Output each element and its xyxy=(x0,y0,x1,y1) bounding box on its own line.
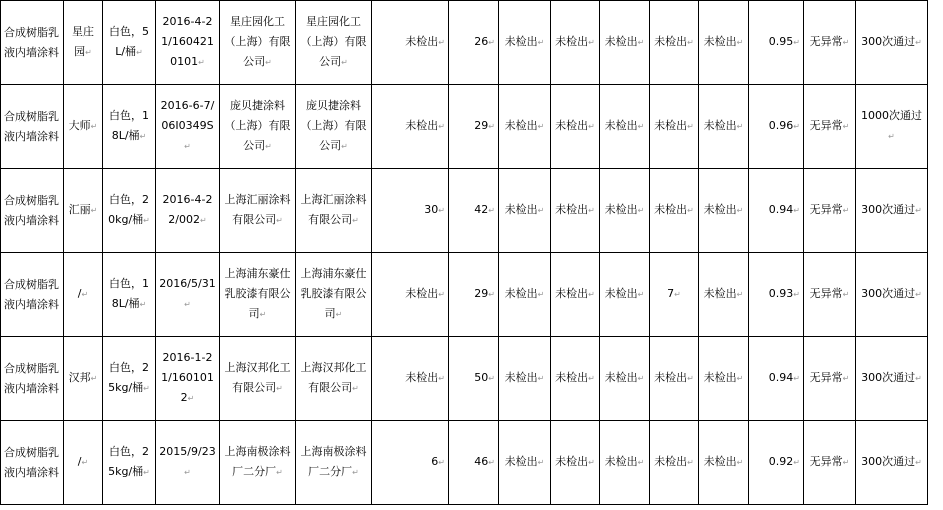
result-cell xyxy=(372,421,449,505)
paragraph-mark-icon: ↵ xyxy=(637,374,645,383)
paragraph-mark-icon: ↵ xyxy=(438,458,445,467)
cell-text: 2016-4-21/1604210101 xyxy=(161,15,214,68)
cell-text: 0.92 xyxy=(768,455,794,468)
paragraph-mark-icon: ↵ xyxy=(438,122,445,131)
cell-text: 未检出 xyxy=(555,119,589,132)
product-name-cell xyxy=(1,169,64,253)
cell-text: 未检出 xyxy=(604,35,638,48)
cell-text: 未检出 xyxy=(654,203,688,216)
table-row xyxy=(1,337,928,421)
paragraph-mark-icon: ↵ xyxy=(488,38,495,47)
paragraph-mark-icon: ↵ xyxy=(488,458,495,467)
cell-text: 上海汉邦化工有限公司 xyxy=(300,361,367,394)
result-cell xyxy=(749,169,804,253)
result-cell xyxy=(856,421,928,505)
cell-text: 无异常 xyxy=(809,371,843,384)
paragraph-mark-icon: ↵ xyxy=(85,48,92,57)
paragraph-mark-icon: ↵ xyxy=(842,290,850,299)
result-cell xyxy=(650,253,699,337)
result-cell xyxy=(551,421,600,505)
paragraph-mark-icon: ↵ xyxy=(687,38,694,47)
brand-cell xyxy=(64,253,103,337)
cell-text: 2016-6-7/06I0349S xyxy=(160,99,215,132)
paragraph-mark-icon: ↵ xyxy=(276,216,283,225)
result-cell xyxy=(499,337,551,421)
paragraph-mark-icon: ↵ xyxy=(341,58,348,67)
cell-text: 未检出 xyxy=(654,455,688,468)
cell-text: 7 xyxy=(667,287,675,300)
result-cell xyxy=(804,85,856,169)
result-cell xyxy=(804,421,856,505)
cell-text: 大师 xyxy=(68,119,91,132)
cell-text: 300次通过 xyxy=(861,35,916,48)
result-cell xyxy=(650,85,699,169)
paragraph-mark-icon: ↵ xyxy=(674,290,681,299)
paragraph-mark-icon: ↵ xyxy=(438,206,445,215)
cell-text: 上海浦东豪仕乳胶漆有限公司 xyxy=(300,267,367,320)
paragraph-mark-icon: ↵ xyxy=(637,290,645,299)
brand-cell xyxy=(64,337,103,421)
manufacturer-cell xyxy=(220,169,296,253)
result-cell xyxy=(600,85,650,169)
manufacturer-cell xyxy=(220,1,296,85)
seller-cell xyxy=(296,169,372,253)
result-cell xyxy=(856,1,928,85)
result-cell xyxy=(749,337,804,421)
paragraph-mark-icon: ↵ xyxy=(335,310,343,319)
paragraph-mark-icon: ↵ xyxy=(915,374,922,383)
paragraph-mark-icon: ↵ xyxy=(588,122,595,131)
cell-text: 未检出 xyxy=(555,455,589,468)
result-cell xyxy=(600,169,650,253)
spec-cell xyxy=(103,1,156,85)
result-cell xyxy=(372,337,449,421)
cell-text: 0.94 xyxy=(768,203,794,216)
paragraph-mark-icon: ↵ xyxy=(915,38,922,47)
manufacturer-cell xyxy=(220,253,296,337)
batch-cell xyxy=(156,337,220,421)
batch-cell xyxy=(156,253,220,337)
paragraph-mark-icon: ↵ xyxy=(136,48,143,57)
paragraph-mark-icon: ↵ xyxy=(200,216,207,225)
manufacturer-cell xyxy=(220,421,296,505)
cell-text: 50 xyxy=(474,371,489,384)
cell-text: 未检出 xyxy=(555,371,589,384)
paragraph-mark-icon: ↵ xyxy=(488,374,495,383)
paragraph-mark-icon: ↵ xyxy=(81,290,89,299)
result-cell xyxy=(856,253,928,337)
cell-text: 300次通过 xyxy=(861,371,916,384)
cell-text: 未检出 xyxy=(504,119,538,132)
result-cell xyxy=(699,421,749,505)
paragraph-mark-icon: ↵ xyxy=(842,458,850,467)
paragraph-mark-icon: ↵ xyxy=(143,468,150,477)
paragraph-mark-icon: ↵ xyxy=(143,216,150,225)
paragraph-mark-icon: ↵ xyxy=(139,300,147,309)
brand-cell xyxy=(64,169,103,253)
result-cell xyxy=(372,85,449,169)
cell-text: 未检出 xyxy=(504,35,538,48)
cell-text: 0.95 xyxy=(768,35,794,48)
cell-text: 合成树脂乳液内墙涂料 xyxy=(4,193,59,227)
paragraph-mark-icon: ↵ xyxy=(537,290,545,299)
cell-text: 白色，20kg/桶 xyxy=(108,193,149,226)
result-cell xyxy=(699,169,749,253)
paragraph-mark-icon: ↵ xyxy=(352,216,359,225)
result-cell xyxy=(804,169,856,253)
cell-text: 汉邦 xyxy=(68,371,91,384)
cell-text: 30 xyxy=(424,203,439,216)
result-cell xyxy=(551,1,600,85)
cell-text: 上海南极涂料厂二分厂 xyxy=(224,445,291,478)
result-cell xyxy=(449,169,499,253)
paragraph-mark-icon: ↵ xyxy=(736,38,744,47)
paragraph-mark-icon: ↵ xyxy=(588,290,595,299)
paragraph-mark-icon: ↵ xyxy=(842,38,850,47)
paragraph-mark-icon: ↵ xyxy=(637,458,645,467)
result-cell xyxy=(699,253,749,337)
paragraph-mark-icon: ↵ xyxy=(588,206,595,215)
batch-cell xyxy=(156,421,220,505)
paragraph-mark-icon: ↵ xyxy=(90,206,98,215)
result-cell xyxy=(600,253,650,337)
result-cell xyxy=(551,85,600,169)
paragraph-mark-icon: ↵ xyxy=(90,374,98,383)
result-cell xyxy=(499,253,551,337)
product-name-cell xyxy=(1,421,64,505)
result-cell xyxy=(449,421,499,505)
paragraph-mark-icon: ↵ xyxy=(352,384,359,393)
paragraph-mark-icon: ↵ xyxy=(276,384,283,393)
paragraph-mark-icon: ↵ xyxy=(637,122,645,131)
result-cell xyxy=(856,85,928,169)
table-row xyxy=(1,253,928,337)
result-cell xyxy=(499,169,551,253)
result-cell xyxy=(650,1,699,85)
result-cell xyxy=(449,1,499,85)
result-cell xyxy=(499,421,551,505)
cell-text: 29 xyxy=(474,287,489,300)
cell-text: 6 xyxy=(431,455,439,468)
cell-text: 未检出 xyxy=(703,371,737,384)
cell-text: 未检出 xyxy=(504,455,538,468)
table-row xyxy=(1,85,928,169)
cell-text: 无异常 xyxy=(809,203,843,216)
result-cell xyxy=(749,85,804,169)
paragraph-mark-icon: ↵ xyxy=(438,290,445,299)
result-cell xyxy=(499,85,551,169)
result-cell xyxy=(856,337,928,421)
cell-text: 未检出 xyxy=(504,203,538,216)
result-cell xyxy=(699,85,749,169)
result-cell xyxy=(804,337,856,421)
cell-text: 上海南极涂料厂二分厂 xyxy=(300,445,367,478)
cell-text: 2015/9/23 xyxy=(159,445,216,458)
cell-text: 未检出 xyxy=(555,203,589,216)
result-cell xyxy=(699,337,749,421)
paragraph-mark-icon: ↵ xyxy=(793,206,800,215)
paragraph-mark-icon: ↵ xyxy=(143,384,150,393)
paragraph-mark-icon: ↵ xyxy=(184,468,191,477)
paragraph-mark-icon: ↵ xyxy=(139,132,147,141)
paragraph-mark-icon: ↵ xyxy=(793,38,800,47)
cell-text: 无异常 xyxy=(809,35,843,48)
paragraph-mark-icon: ↵ xyxy=(276,468,283,477)
spec-cell xyxy=(103,337,156,421)
cell-text: 未检出 xyxy=(405,287,439,300)
cell-text: 300次通过 xyxy=(861,455,916,468)
result-cell xyxy=(551,169,600,253)
cell-text: 未检出 xyxy=(405,371,439,384)
paragraph-mark-icon: ↵ xyxy=(915,206,922,215)
cell-text: / xyxy=(77,455,82,468)
cell-text: 0.94 xyxy=(768,371,794,384)
cell-text: 0.96 xyxy=(768,119,794,132)
cell-text: 未检出 xyxy=(555,287,589,300)
seller-cell xyxy=(296,337,372,421)
paragraph-mark-icon: ↵ xyxy=(793,290,800,299)
paragraph-mark-icon: ↵ xyxy=(793,458,800,467)
cell-text: 未检出 xyxy=(703,203,737,216)
product-name-cell xyxy=(1,337,64,421)
cell-text: 2016-1-21/1601012 xyxy=(161,351,214,404)
paragraph-mark-icon: ↵ xyxy=(90,122,98,131)
paragraph-mark-icon: ↵ xyxy=(687,122,694,131)
paragraph-mark-icon: ↵ xyxy=(842,374,850,383)
cell-text: 未检出 xyxy=(504,371,538,384)
cell-text: 未检出 xyxy=(703,119,737,132)
manufacturer-cell xyxy=(220,85,296,169)
cell-text: / xyxy=(77,287,82,300)
result-cell xyxy=(600,421,650,505)
result-cell xyxy=(749,421,804,505)
result-cell xyxy=(699,1,749,85)
paragraph-mark-icon: ↵ xyxy=(537,206,545,215)
cell-text: 白色，25kg/桶 xyxy=(108,445,149,478)
result-cell xyxy=(449,337,499,421)
paragraph-mark-icon: ↵ xyxy=(588,458,595,467)
paragraph-mark-icon: ↵ xyxy=(488,122,495,131)
paragraph-mark-icon: ↵ xyxy=(341,142,348,151)
result-cell xyxy=(551,337,600,421)
cell-text: 上海浦东豪仕乳胶漆有限公司 xyxy=(224,267,291,320)
cell-text: 上海汇丽涂料有限公司 xyxy=(224,193,291,226)
manufacturer-cell xyxy=(220,337,296,421)
paragraph-mark-icon: ↵ xyxy=(687,374,694,383)
seller-cell xyxy=(296,253,372,337)
paragraph-mark-icon: ↵ xyxy=(352,468,359,477)
paragraph-mark-icon: ↵ xyxy=(438,374,445,383)
paragraph-mark-icon: ↵ xyxy=(637,206,645,215)
result-cell xyxy=(449,253,499,337)
result-cell xyxy=(650,337,699,421)
result-cell xyxy=(650,421,699,505)
cell-text: 合成树脂乳液内墙涂料 xyxy=(4,25,59,59)
spec-cell xyxy=(103,169,156,253)
seller-cell xyxy=(296,85,372,169)
paragraph-mark-icon: ↵ xyxy=(915,458,922,467)
paragraph-mark-icon: ↵ xyxy=(198,58,205,67)
cell-text: 未检出 xyxy=(405,119,439,132)
paragraph-mark-icon: ↵ xyxy=(265,142,272,151)
paragraph-mark-icon: ↵ xyxy=(736,206,744,215)
cell-text: 未检出 xyxy=(604,455,638,468)
paragraph-mark-icon: ↵ xyxy=(537,38,545,47)
result-cell xyxy=(749,1,804,85)
brand-cell xyxy=(64,421,103,505)
seller-cell xyxy=(296,421,372,505)
cell-text: 300次通过 xyxy=(861,203,916,216)
brand-cell xyxy=(64,85,103,169)
cell-text: 庞贝捷涂料（上海）有限公司 xyxy=(224,99,291,152)
paragraph-mark-icon: ↵ xyxy=(537,374,545,383)
paragraph-mark-icon: ↵ xyxy=(259,310,267,319)
result-cell xyxy=(600,337,650,421)
result-cell xyxy=(600,1,650,85)
paragraph-mark-icon: ↵ xyxy=(793,122,800,131)
result-cell xyxy=(372,1,449,85)
cell-text: 星庄园化工（上海）有限公司 xyxy=(224,15,291,68)
cell-text: 合成树脂乳液内墙涂料 xyxy=(4,109,59,143)
paragraph-mark-icon: ↵ xyxy=(687,458,694,467)
cell-text: 未检出 xyxy=(555,35,589,48)
result-cell xyxy=(804,253,856,337)
cell-text: 未检出 xyxy=(405,35,439,48)
product-name-cell xyxy=(1,1,64,85)
cell-text: 未检出 xyxy=(654,119,688,132)
cell-text: 无异常 xyxy=(809,119,843,132)
result-cell xyxy=(372,169,449,253)
batch-cell xyxy=(156,169,220,253)
paragraph-mark-icon: ↵ xyxy=(265,58,272,67)
result-cell xyxy=(749,253,804,337)
cell-text: 合成树脂乳液内墙涂料 xyxy=(4,445,59,479)
paragraph-mark-icon: ↵ xyxy=(842,122,850,131)
cell-text: 2016/5/31 xyxy=(159,277,216,290)
table-row xyxy=(1,169,928,253)
batch-cell xyxy=(156,85,220,169)
cell-text: 未检出 xyxy=(604,287,638,300)
result-cell xyxy=(804,1,856,85)
table-row xyxy=(1,421,928,505)
paragraph-mark-icon: ↵ xyxy=(588,38,595,47)
result-cell xyxy=(449,85,499,169)
cell-text: 1000次通过 xyxy=(861,109,922,122)
paragraph-mark-icon: ↵ xyxy=(736,374,744,383)
paragraph-mark-icon: ↵ xyxy=(588,374,595,383)
paragraph-mark-icon: ↵ xyxy=(736,458,744,467)
cell-text: 未检出 xyxy=(703,35,737,48)
cell-text: 2016-4-22/002 xyxy=(162,193,213,226)
cell-text: 26 xyxy=(474,35,489,48)
paragraph-mark-icon: ↵ xyxy=(637,38,645,47)
cell-text: 上海汉邦化工有限公司 xyxy=(224,361,291,394)
paragraph-mark-icon: ↵ xyxy=(736,290,744,299)
cell-text: 庞贝捷涂料（上海）有限公司 xyxy=(300,99,367,152)
cell-text: 汇丽 xyxy=(68,203,91,216)
result-cell xyxy=(856,169,928,253)
table-row xyxy=(1,1,928,85)
cell-text: 29 xyxy=(474,119,489,132)
paragraph-mark-icon: ↵ xyxy=(537,122,545,131)
paragraph-mark-icon: ↵ xyxy=(888,132,895,141)
spec-cell xyxy=(103,421,156,505)
cell-text: 无异常 xyxy=(809,455,843,468)
cell-text: 未检出 xyxy=(703,455,737,468)
cell-text: 白色，5L/桶 xyxy=(109,25,149,58)
result-cell xyxy=(499,1,551,85)
cell-text: 星庄园化工（上海）有限公司 xyxy=(300,15,367,68)
brand-cell xyxy=(64,1,103,85)
paragraph-mark-icon: ↵ xyxy=(793,374,800,383)
cell-text: 上海汇丽涂料有限公司 xyxy=(300,193,367,226)
seller-cell xyxy=(296,1,372,85)
cell-text: 42 xyxy=(474,203,489,216)
cell-text: 无异常 xyxy=(809,287,843,300)
paragraph-mark-icon: ↵ xyxy=(187,394,195,403)
cell-text: 未检出 xyxy=(654,371,688,384)
cell-text: 白色，18L/桶 xyxy=(109,277,149,310)
cell-text: 46 xyxy=(474,455,489,468)
cell-text: 合成树脂乳液内墙涂料 xyxy=(4,361,59,395)
cell-text: 未检出 xyxy=(604,119,638,132)
paragraph-mark-icon: ↵ xyxy=(842,206,850,215)
batch-cell xyxy=(156,1,220,85)
paragraph-mark-icon: ↵ xyxy=(488,206,495,215)
paragraph-mark-icon: ↵ xyxy=(736,122,744,131)
cell-text: 未检出 xyxy=(703,287,737,300)
cell-text: 未检出 xyxy=(654,35,688,48)
cell-text: 300次通过 xyxy=(861,287,916,300)
product-name-cell xyxy=(1,253,64,337)
paragraph-mark-icon: ↵ xyxy=(438,38,445,47)
result-cell xyxy=(372,253,449,337)
cell-text: 未检出 xyxy=(504,287,538,300)
result-cell xyxy=(650,169,699,253)
cell-text: 星庄园 xyxy=(72,25,94,58)
cell-text: 白色，25kg/桶 xyxy=(108,361,149,394)
spec-cell xyxy=(103,85,156,169)
cell-text: 0.93 xyxy=(768,287,794,300)
paragraph-mark-icon: ↵ xyxy=(184,300,191,309)
paragraph-mark-icon: ↵ xyxy=(81,458,89,467)
spec-cell xyxy=(103,253,156,337)
cell-text: 未检出 xyxy=(604,203,638,216)
paragraph-mark-icon: ↵ xyxy=(537,458,545,467)
result-cell xyxy=(551,253,600,337)
cell-text: 未检出 xyxy=(604,371,638,384)
cell-text: 合成树脂乳液内墙涂料 xyxy=(4,277,59,311)
product-name-cell xyxy=(1,85,64,169)
paragraph-mark-icon: ↵ xyxy=(184,142,191,151)
cell-text: 白色，18L/桶 xyxy=(109,109,149,142)
paragraph-mark-icon: ↵ xyxy=(687,206,694,215)
paragraph-mark-icon: ↵ xyxy=(488,290,495,299)
paragraph-mark-icon: ↵ xyxy=(915,290,922,299)
